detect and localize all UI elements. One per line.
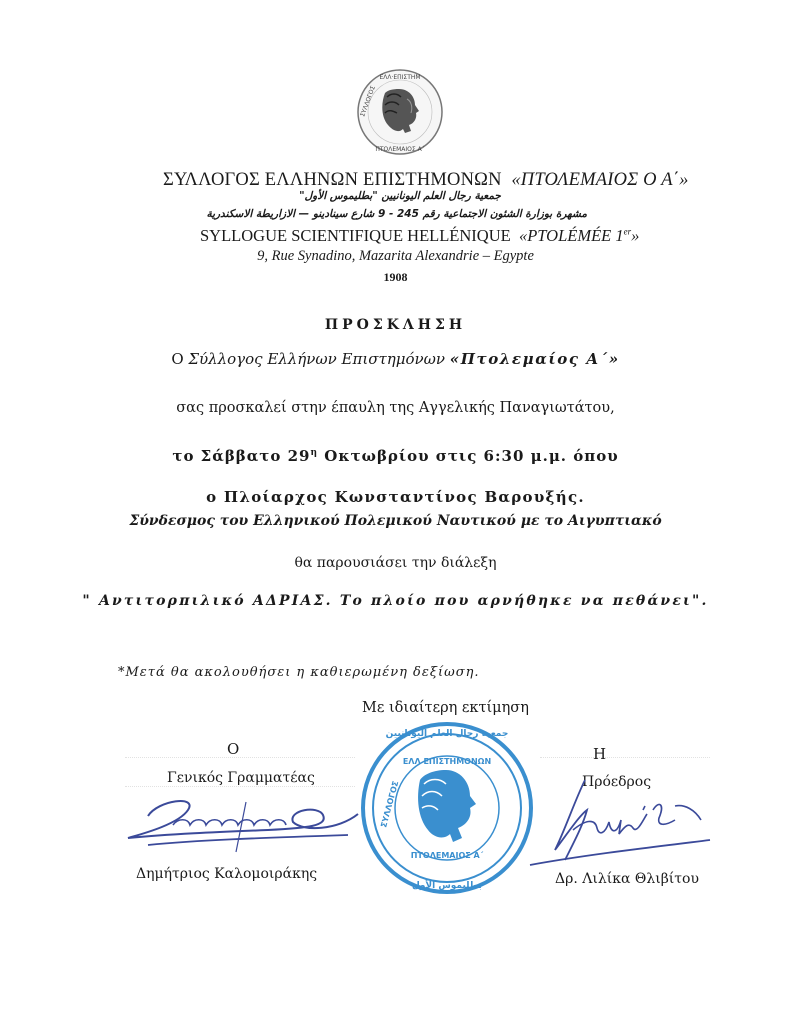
invitation-line-presents: θα παρουσιάσει την διάλεξη	[294, 555, 497, 571]
society-name-french-sup: er	[623, 226, 632, 237]
society-name-french-main: SYLLOGUE SCIENTIFIQUE HELLÉNIQUE	[200, 226, 511, 245]
society-name-greek-ptolemy: «ΠΤΟΛΕΜΑΙΟΣ Ο Α΄»	[511, 170, 689, 190]
divider	[125, 757, 355, 758]
invitation-line-date	[0, 447, 791, 465]
svg-text:جمعية رجال العلم اليونانيين: جمعية رجال العلم اليونانيين	[385, 729, 509, 739]
svg-text:ΠΤΟΛΕΜΑΙΟΣ Α΄: ΠΤΟΛΕΜΑΙΟΣ Α΄	[410, 851, 484, 860]
society-name-french	[200, 226, 640, 246]
secretary-role: Γενικός Γραμματέας	[167, 770, 315, 786]
invitation-line-host	[0, 350, 791, 368]
secretary-article: Ο	[227, 740, 240, 758]
secretary-signature	[118, 780, 368, 860]
society-address: 9, Rue Synadino, Mazarita Alexandrie – Egypte	[257, 248, 534, 264]
official-stamp	[358, 718, 536, 898]
society-name-greek-main: ΣΥΛΛΟΓΟΣ ΕΛΛΗΝΩΝ ΕΠΙΣΤΗΜΟΝΩΝ	[163, 170, 502, 190]
host-ptolemy: «Πτολεμαίος Α΄»	[449, 350, 620, 368]
founding-year: 1908	[383, 270, 408, 284]
reception-note: *Μετά θα ακολουθήσει η καθιερωμένη δεξίωση.	[118, 665, 480, 680]
closing-regards: Με ιδιαίτερη εκτίμηση	[362, 700, 529, 716]
society-name-greek	[163, 170, 689, 191]
president-name: Δρ. Λιλίκα Θλιβίτου	[555, 871, 699, 887]
svg-text:ΕΛΛ ΕΠΙΣΤΗΜΟΝΩΝ: ΕΛΛ ΕΠΙΣΤΗΜΟΝΩΝ	[402, 757, 492, 766]
date-suffix: Οκτωβρίου στις 6:30 μ.μ. όπου	[318, 447, 619, 465]
divider	[540, 757, 710, 758]
svg-text:ΕΛΛ·ΕΠΙΣΤΗΜ: ΕΛΛ·ΕΠΙΣΤΗΜ	[379, 74, 421, 81]
invitation-title: ΠΡΟΣΚΛΗΣΗ	[324, 317, 467, 333]
society-name-arabic: جمعية رجال العلم اليونانيين "بطليموس الأول"	[299, 190, 501, 202]
president-role: Πρόεδρος	[582, 774, 652, 790]
society-name-french-prefix: «PTOLÉMÉE 1	[518, 226, 624, 245]
society-registration-arabic: مشهرة بوزارة الشئون الاجتماعية رقم 245 - 9 شارع سينادينو — الازاريطة الاسكندرية	[206, 208, 587, 220]
host-name: Σύλλογος Ελλήνων Επιστημόνων	[188, 350, 450, 368]
svg-text:ΣΥΛΛΟΓΟΣ: ΣΥΛΛΟΓΟΣ	[379, 780, 401, 829]
host-prefix: Ο	[171, 350, 189, 368]
invitation-line-venue: σας προσκαλεί στην έπαυλη της Αγγελικής Παναγιωτάτου,	[176, 400, 615, 416]
society-logo	[355, 67, 445, 157]
society-name-french-suffix: »	[631, 226, 640, 245]
secretary-name: Δημήτριος Καλομοιράκης	[136, 866, 318, 882]
svg-text:بطليموس الأول: بطليموس الأول	[412, 881, 482, 891]
invitation-line-speaker-role: Σύνδεσμος του Ελληνικού Πολεμικού Ναυτικού με το Αιγυπτιακό	[129, 513, 662, 529]
president-article: Η	[593, 745, 607, 763]
date-prefix: το Σάββατο 29	[172, 447, 311, 465]
invitation-line-speaker: ο Πλοίαρχος Κωνσταντίνος Βαρουξής.	[206, 488, 585, 506]
date-sup: η	[310, 448, 319, 458]
svg-text:ΣΥΛΛΟΓΟΣ: ΣΥΛΛΟΓΟΣ	[359, 84, 377, 118]
svg-text:ΠΤΟΛΕΜΑΙΟΣ Α΄: ΠΤΟΛΕΜΑΙΟΣ Α΄	[375, 146, 425, 153]
lecture-title: " Αντιτορπιλικό ΑΔΡΙΑΣ. Το πλοίο που αρνήθηκε να πεθάνει".	[82, 593, 709, 609]
president-signature	[525, 770, 715, 870]
